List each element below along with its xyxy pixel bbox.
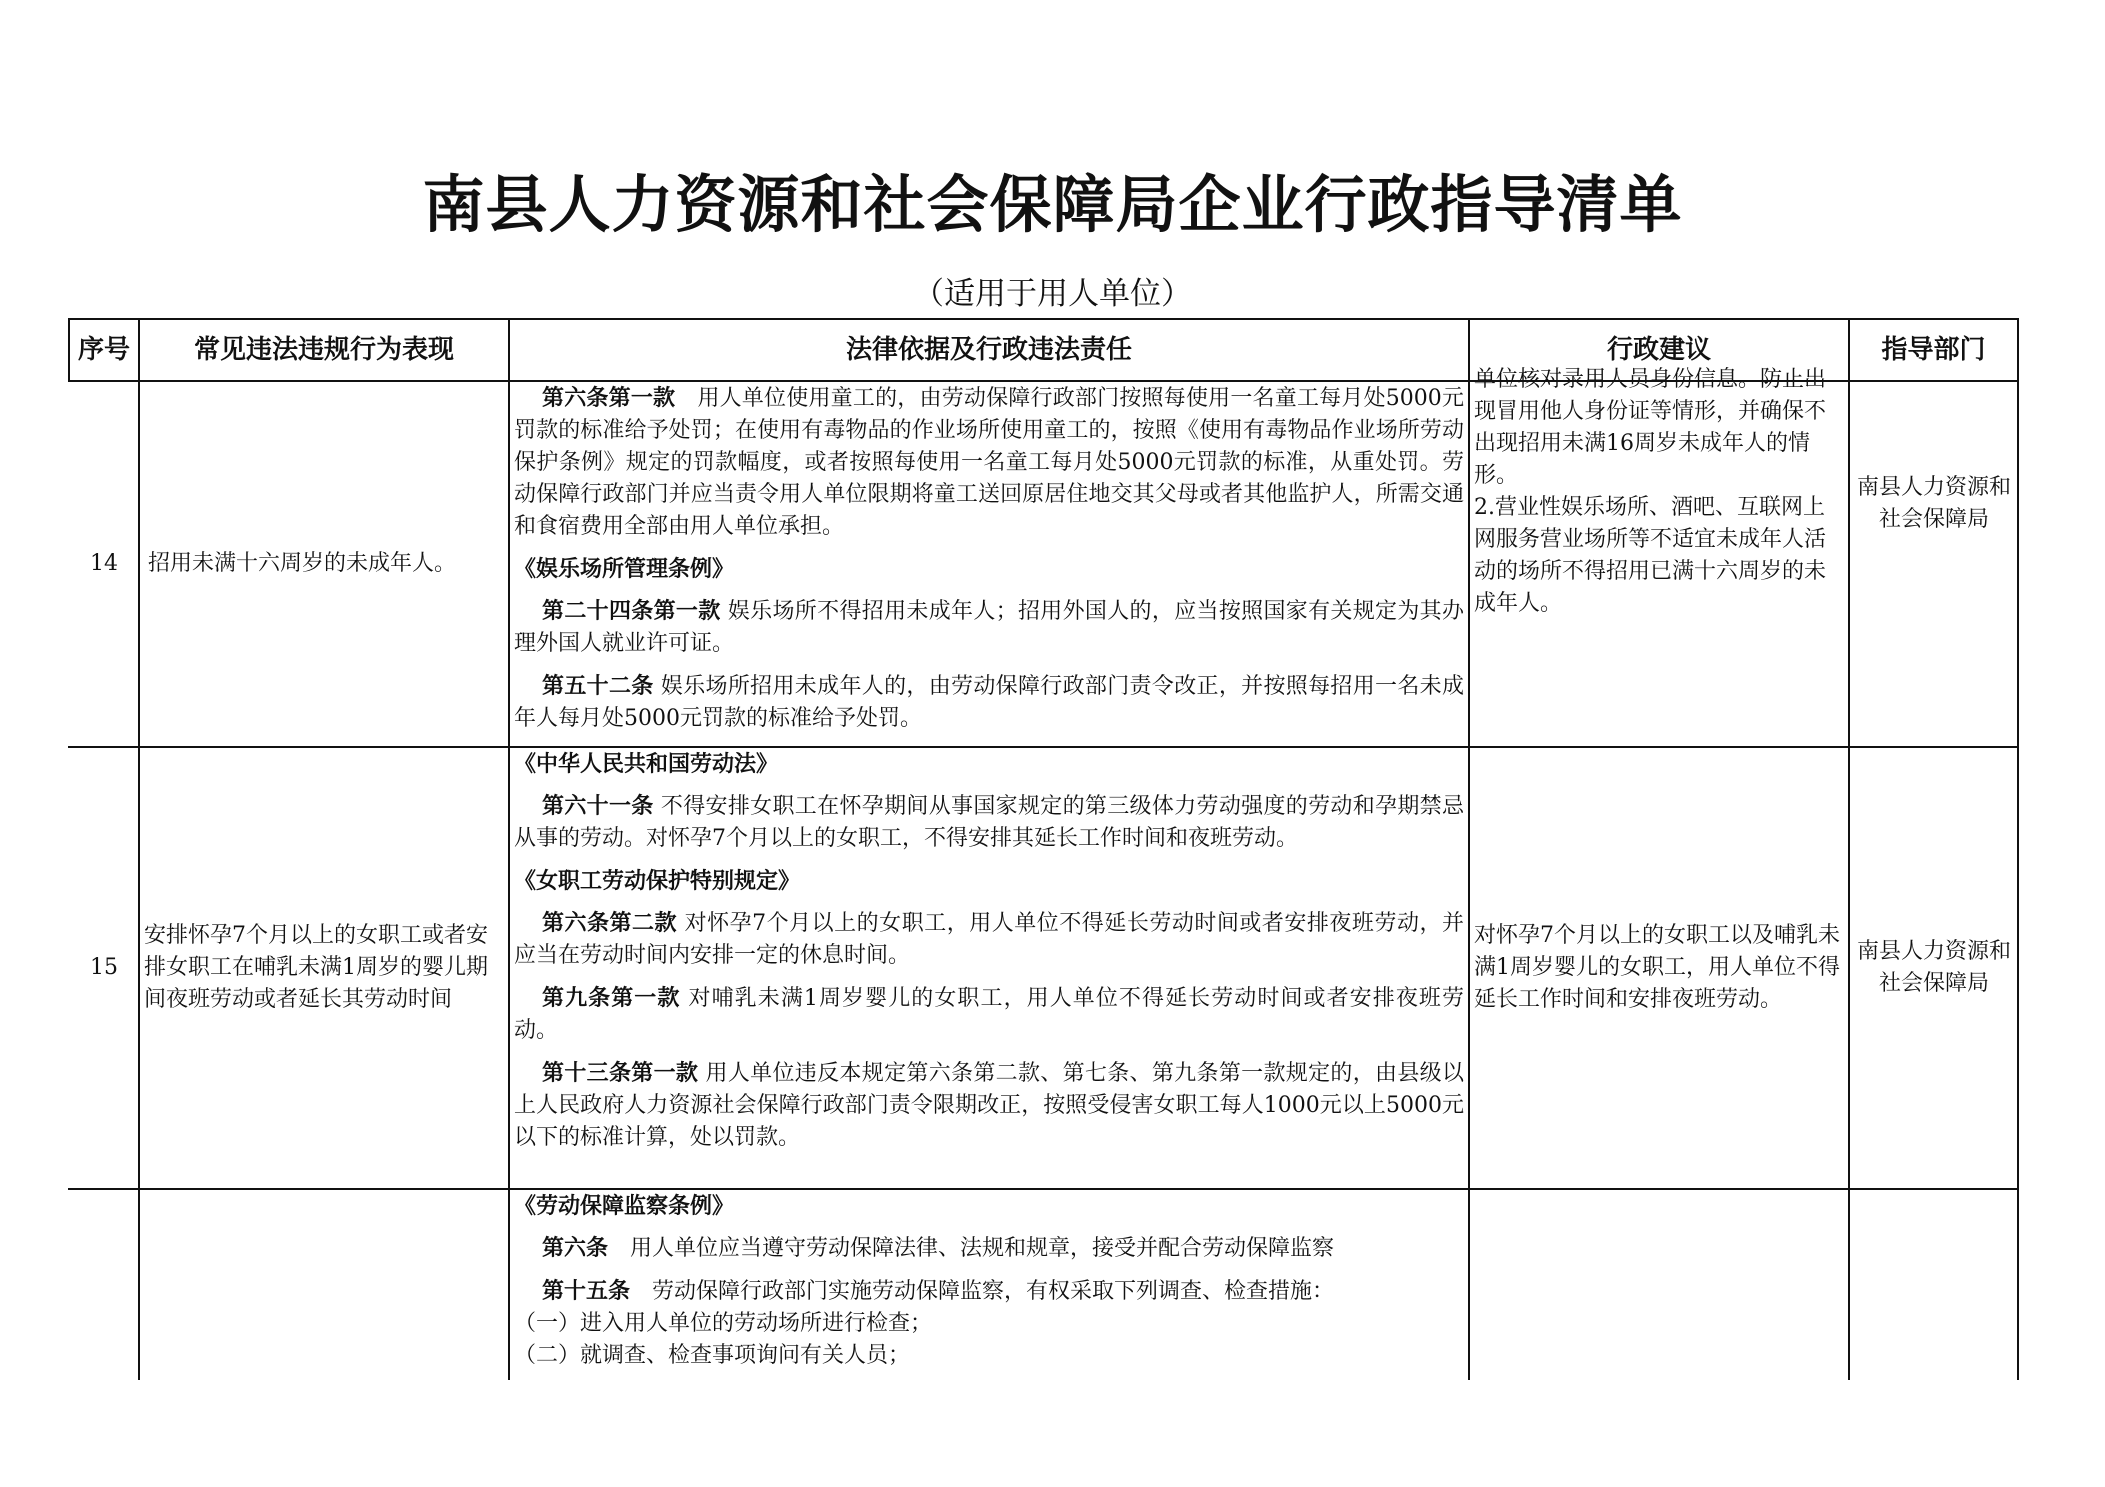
advice-cell [1474, 367, 1842, 746]
column-divider [1848, 318, 1850, 1380]
law-title: 《女职工劳动保护特别规定》 [514, 868, 801, 894]
header-dept: 指导部门 [1881, 335, 1986, 365]
dept-text: 南县人力资源和社会保障局 [1856, 939, 2011, 996]
legal-article [514, 1232, 1464, 1265]
article-text: 用人单位应当遵守劳动保障法律、法规和规章，接受并配合劳动保障监察 [608, 1236, 1335, 1261]
legal-article [514, 595, 1464, 660]
legal-clause-item: （二）就调查、检查事项询问有关人员； [514, 1343, 911, 1368]
law-title: 《中华人民共和国劳动法》 [514, 751, 779, 777]
row-number: 14 [90, 551, 118, 576]
document-title: 南县人力资源和社会保障局企业行政指导清单 [422, 168, 1683, 241]
article-text: 娱乐场所不得招用未成年人；招用外国人的，应当按照国家有关规定为其办理外国人就业许可证。 [514, 599, 1464, 656]
table-border-top [68, 318, 2019, 320]
article-text: 娱乐场所招用未成年人的，由劳动保障行政部门责令改正，并按照每招用一名未成年人每月处5000元罚款的标准给予处罚。 [514, 674, 1464, 731]
dept-text: 南县人力资源和社会保障局 [1856, 475, 2011, 532]
column-divider [508, 318, 510, 1380]
legal-cell [514, 748, 1464, 1188]
header-advice: 行政建议 [1606, 335, 1711, 365]
guidance-table [68, 318, 2019, 1380]
law-title: 《娱乐场所管理条例》 [514, 556, 735, 582]
legal-article [514, 1275, 1464, 1308]
article-text: 对怀孕7个月以上的女职工，用人单位不得延长劳动时间或者安排夜班劳动，并应当在劳动时间内安排一定的休息时间。 [514, 911, 1464, 968]
article-number: 第六条第二款 [542, 910, 678, 936]
article-number: 第二十四条第一款 [542, 598, 721, 624]
legal-article [514, 1057, 1464, 1154]
behavior-text: 招用未满十六周岁的未成年人。 [148, 551, 457, 576]
article-number: 第五十二条 [542, 673, 654, 699]
column-divider [138, 318, 140, 1380]
table-border-right [2017, 318, 2019, 1380]
article-number: 第十五条 [542, 1278, 631, 1304]
legal-clause-item: （一）进入用人单位的劳动场所进行检查； [514, 1311, 933, 1336]
dept-cell [1854, 382, 2014, 626]
article-text: 用人单位使用童工的，由劳动保障行政部门按照每使用一名童工每月处5000元罚款的标准给予处罚；在使用有毒物品的作业场所使用童工的，按照《使用有毒物品作业场所劳动保护条例》规定的罚款幅度，或者按照每使用一名童工每月处5000元罚款的标准，从重处罚。劳动保障行政部门并应当责令用人单位限期将童工送回原居住地交其父母或者其他监护人，所需交通和食宿费用全部由用人单位承担。 [514, 386, 1464, 539]
legal-cell [514, 382, 1464, 746]
article-number: 第六条第一款 [542, 385, 676, 411]
article-number: 第十三条第一款 [542, 1060, 699, 1086]
legal-article [514, 982, 1464, 1047]
behavior-text: 安排怀孕7个月以上的女职工或者安排女职工在哺乳未满1周岁的婴儿期间夜班劳动或者延长其劳动时间 [144, 923, 488, 1012]
column-divider [1468, 318, 1470, 1380]
dept-cell [1854, 748, 2014, 1188]
article-text: 对哺乳未满1周岁婴儿的女职工，用人单位不得延长劳动时间或者安排夜班劳动。 [514, 986, 1464, 1043]
article-text: 用人单位违反本规定第六条第二款、第七条、第九条第一款规定的，由县级以上人民政府人力资源社会保障行政部门责令限期改正，按照受侵害女职工每人1000元以上5000元以下的标准计算，处以罚款。 [514, 1061, 1464, 1150]
legal-cell [514, 1190, 1464, 1380]
behavior-cell [148, 382, 504, 746]
advice-cell [1474, 748, 1842, 1188]
article-text: 不得安排女职工在怀孕期间从事国家规定的第三级体力劳动强度的劳动和孕期禁忌从事的劳动。对怀孕7个月以上的女职工，不得安排其延长工作时间和夜班劳动。 [514, 794, 1464, 851]
article-text: 劳动保障行政部门实施劳动保障监察，有权采取下列调查、检查措施： [630, 1279, 1335, 1304]
legal-article [514, 382, 1464, 543]
row-number: 15 [90, 955, 118, 980]
article-number: 第六十一条 [542, 793, 654, 819]
legal-article [514, 670, 1464, 735]
header-no: 序号 [77, 335, 130, 365]
article-number: 第九条第一款 [542, 985, 681, 1011]
advice-text: 单位核对录用人员身份信息。防止出现冒用他人身份证等情形，并确保不出现招用未满16周岁未成年人的情形。 2.营业性娱乐场所、酒吧、互联网上网服务营业场所等不适宜未成年人活动的场所不得招用已满十六周岁的未成年人。 [1474, 367, 1827, 616]
advice-text: 对怀孕7个月以上的女职工以及哺乳未满1周岁婴儿的女职工，用人单位不得延长工作时间和安排夜班劳动。 [1474, 923, 1840, 1012]
article-number: 第六条 [542, 1235, 609, 1261]
legal-article [514, 907, 1464, 972]
document-subtitle: （适用于用人单位） [913, 276, 1192, 312]
header-legal: 法律依据及行政违法责任 [845, 335, 1132, 365]
legal-article [514, 790, 1464, 855]
header-behavior: 常见违法违规行为表现 [193, 335, 454, 365]
behavior-cell [144, 748, 504, 1188]
law-title: 《劳动保障监察条例》 [514, 1193, 735, 1219]
